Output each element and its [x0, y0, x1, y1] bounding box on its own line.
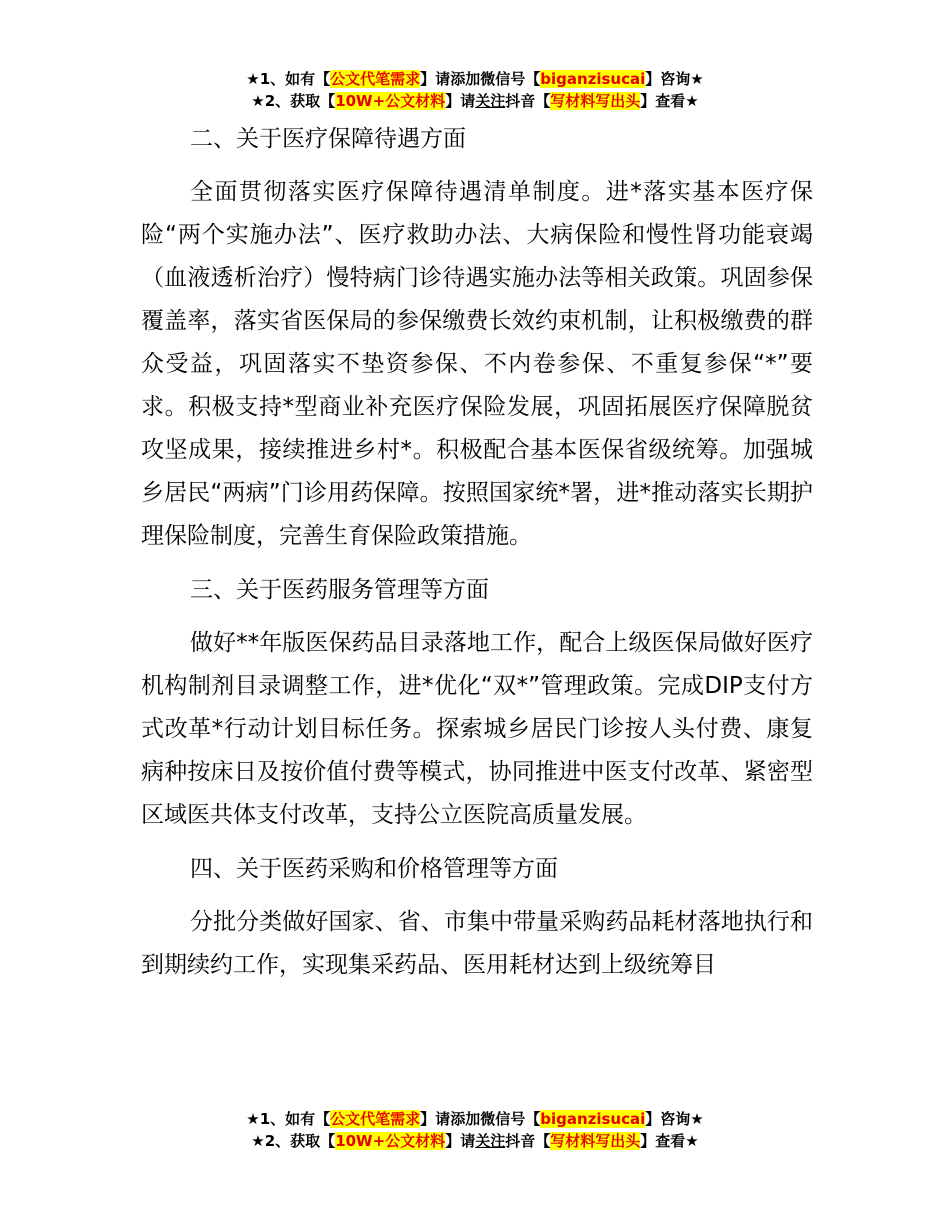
promo-text: ★2、获取【	[251, 1132, 336, 1150]
promo-text: 微信号【	[480, 70, 541, 88]
promo-text: ★2、获取【	[251, 92, 336, 110]
promo-douyin-id: 写材料写出头	[550, 1132, 641, 1150]
promo-text: 添加	[450, 1110, 481, 1128]
section-heading-3: 三、关于医药服务管理等方面	[190, 577, 489, 603]
promo-line-2	[0, 1130, 950, 1152]
promo-text: 】查看★	[640, 92, 699, 110]
promo-wechat-id: biganzisucai	[540, 70, 646, 88]
promo-line-2	[0, 90, 950, 112]
promo-text: ★1、如有【	[246, 70, 331, 88]
promo-banner-top	[0, 68, 950, 112]
promo-line-1	[0, 1108, 950, 1130]
promo-text: 关注	[475, 92, 506, 110]
promo-text: 】请	[445, 1132, 476, 1150]
promo-text: 添加	[450, 70, 481, 88]
section-paragraph-3: 做好**年版医保药品目录落地工作，配合上级医保局做好医疗机构制剂目录调整工作，进*优化“双*”管理政策。完成DIP支付方式改革*行动计划目标任务。探索城乡居民门诊按人头付费、康复病种按床日及按价值付费等模式，协同推进中医支付改革、紧密型区域医共体支付改革，支持公立医院高质量发展。	[141, 630, 813, 828]
promo-highlight: 10W+公文材料	[335, 92, 446, 110]
promo-line-1	[0, 68, 950, 90]
document-body	[141, 118, 813, 987]
promo-text: 】请	[420, 1110, 451, 1128]
promo-douyin-id: 写材料写出头	[550, 92, 641, 110]
section-paragraph-4: 分批分类做好国家、省、市集中带量采购药品耗材落地执行和到期续约工作，实现集采药品、医用耗材达到上级统筹目	[141, 909, 813, 978]
section-paragraph-2: 全面贯彻落实医疗保障待遇清单制度。进*落实基本医疗保险“两个实施办法”、医疗救助办法、大病保险和慢性肾功能衰竭（血液透析治疗）慢特病门诊待遇实施办法等相关政策。巩固参保覆盖率，落实省医保局的参保缴费长效约束机制，让积极缴费的群众受益，巩固落实不垫资参保、不内卷参保、不重复参保“*”要求。积极支持*型商业补充医疗保险发展，巩固拓展医疗保障脱贫攻坚成果，接续推进乡村*。积极配合基本医保省级统筹。加强城乡居民“两病”门诊用药保障。按照国家统*署，进*推动落实长期护理保险制度，完善生育保险政策措施。	[141, 179, 813, 549]
promo-highlight: 10W+公文材料	[335, 1132, 446, 1150]
promo-text: 微信号【	[480, 1110, 541, 1128]
promo-text: ★1、如有【	[246, 1110, 331, 1128]
promo-text: 】查看★	[640, 1132, 699, 1150]
section-heading-2: 二、关于医疗保障待遇方面	[190, 126, 466, 152]
promo-text: 】请	[420, 70, 451, 88]
promo-text: 】咨询★	[645, 1110, 704, 1128]
promo-wechat-id: biganzisucai	[540, 1110, 646, 1128]
promo-text: 】咨询★	[645, 70, 704, 88]
promo-highlight: 公文代笔需求	[330, 1110, 421, 1128]
promo-text: 】请	[445, 92, 476, 110]
promo-text: 抖音【	[505, 92, 551, 110]
promo-banner-bottom	[0, 1108, 950, 1152]
promo-highlight: 公文代笔需求	[330, 70, 421, 88]
promo-text: 关注	[475, 1132, 506, 1150]
promo-text: 抖音【	[505, 1132, 551, 1150]
section-heading-4: 四、关于医药采购和价格管理等方面	[190, 856, 558, 882]
